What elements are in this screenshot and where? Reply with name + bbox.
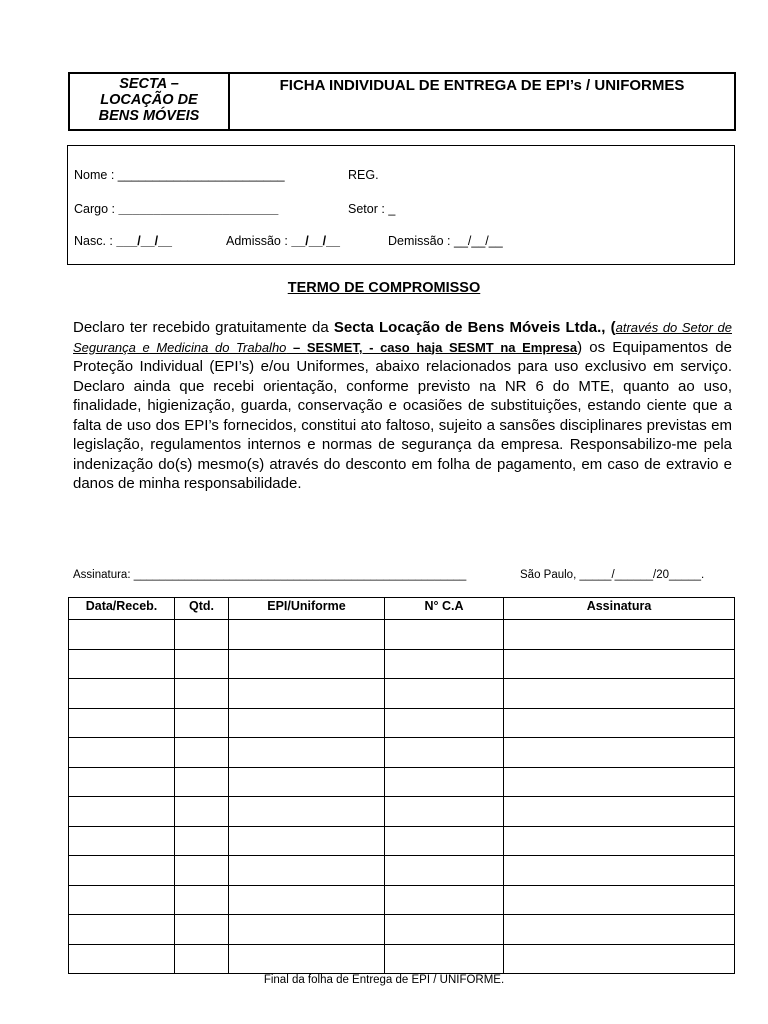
admissao-value[interactable]: __/__/__ (291, 234, 340, 248)
decl-italic-sector: através do Setor de Segurança e Medicina do Trabalho (73, 320, 732, 355)
decl-part-1: Declaro ter recebido gratuitamente da (73, 319, 334, 336)
table-cell[interactable] (504, 826, 735, 856)
table-row (69, 767, 735, 797)
company-line-3: BENS MÓVEIS (98, 108, 200, 124)
table-cell[interactable] (69, 679, 175, 709)
table-cell[interactable] (385, 856, 504, 886)
table-cell[interactable] (69, 915, 175, 945)
table-cell[interactable] (175, 885, 229, 915)
table-cell[interactable] (504, 620, 735, 650)
col-header-data: Data/Receb. (69, 598, 175, 620)
table-cell[interactable] (385, 679, 504, 709)
table-cell[interactable] (69, 797, 175, 827)
nasc-value[interactable]: ___/__/__ (116, 234, 172, 248)
table-header-row (69, 598, 735, 620)
table-row (69, 885, 735, 915)
table-cell[interactable] (175, 649, 229, 679)
decl-dash: – (286, 339, 307, 355)
table-cell[interactable] (504, 856, 735, 886)
table-cell[interactable] (504, 797, 735, 827)
table-cell[interactable] (69, 708, 175, 738)
table-cell[interactable] (504, 885, 735, 915)
demissao-label: Demissão : (388, 234, 451, 248)
table-cell[interactable] (385, 767, 504, 797)
cargo-value[interactable]: _______________________ (118, 202, 279, 216)
signature-date[interactable]: São Paulo, _____/______/20_____. (520, 569, 705, 581)
company-line-1: SECTA – (119, 76, 179, 92)
col-header-qtd: Qtd. (175, 598, 229, 620)
nome-value[interactable]: ________________________ (117, 168, 285, 182)
decl-part-2: , ( (601, 319, 616, 336)
signature-label[interactable]: Assinatura: ____________________________________________________ (73, 569, 467, 581)
admissao-field (226, 234, 340, 248)
table-cell[interactable] (229, 679, 385, 709)
table-cell[interactable] (175, 767, 229, 797)
table-cell[interactable] (69, 856, 175, 886)
company-name (70, 74, 230, 129)
table-cell[interactable] (175, 679, 229, 709)
table-cell[interactable] (175, 856, 229, 886)
table-cell[interactable] (385, 915, 504, 945)
employee-info-box (67, 145, 735, 265)
table-row (69, 738, 735, 768)
table-cell[interactable] (175, 738, 229, 768)
table-cell[interactable] (175, 944, 229, 974)
table-cell[interactable] (504, 738, 735, 768)
nasc-label: Nasc. : (74, 234, 113, 248)
table-row (69, 915, 735, 945)
declaration-text (73, 318, 732, 494)
table-cell[interactable] (385, 944, 504, 974)
table-cell[interactable] (69, 885, 175, 915)
table-cell[interactable] (504, 767, 735, 797)
footer-note: Final da folha de Entrega de EPI / UNIFORME. (263, 974, 505, 986)
table-cell[interactable] (69, 944, 175, 974)
nasc-field (74, 234, 172, 248)
table-row (69, 620, 735, 650)
table-row (69, 649, 735, 679)
table-cell[interactable] (504, 649, 735, 679)
table-cell[interactable] (385, 885, 504, 915)
reg-field (348, 168, 379, 182)
table-cell[interactable] (229, 738, 385, 768)
table-cell[interactable] (175, 826, 229, 856)
nome-field (74, 168, 285, 182)
table-cell[interactable] (229, 708, 385, 738)
reg-label: REG. (348, 168, 379, 182)
decl-company: Secta Locação de Bens Móveis Ltda. (333, 319, 602, 336)
table-cell[interactable] (229, 620, 385, 650)
setor-label: Setor : (348, 202, 385, 216)
table-cell[interactable] (69, 738, 175, 768)
cargo-label: Cargo : (74, 202, 115, 216)
table-cell[interactable] (385, 826, 504, 856)
table-cell[interactable] (229, 944, 385, 974)
table-row (69, 944, 735, 974)
table-cell[interactable] (175, 708, 229, 738)
decl-sesmet: SESMET (306, 339, 359, 355)
table-row (69, 679, 735, 709)
table-cell[interactable] (385, 797, 504, 827)
setor-value[interactable]: _ (388, 202, 396, 216)
demissao-field (388, 234, 503, 248)
demissao-value[interactable]: __/__/__ (454, 234, 503, 248)
table-cell[interactable] (69, 649, 175, 679)
table-cell[interactable] (69, 620, 175, 650)
table-cell[interactable] (69, 767, 175, 797)
term-title: TERMO DE COMPROMISSO (287, 280, 481, 296)
table-cell[interactable] (504, 679, 735, 709)
table-cell[interactable] (385, 620, 504, 650)
table-cell[interactable] (69, 826, 175, 856)
table-cell[interactable] (175, 620, 229, 650)
nome-label: Nome : (74, 168, 115, 182)
table-cell[interactable] (175, 915, 229, 945)
decl-part-4: ) os Equipamentos de Proteção Individual (EPI’s) e/ou Uniformes, abaixo relacionados para uso exclusivo em serviço. Declaro ainda que recebi orientação, conforme previsto na NR 6 do MTE, quanto ao uso, finalidade, higienização, guarda, conservação e ocasiões de substituições, estando ciente que a falta de uso dos EPI’s fornecidos, constitui ato faltoso, sujeito a sansões disciplinares previstas em legislação, regulamentos internos e normas de segurança da empresa. Responsabilizo-me pela indenização do(s) mesmo(s) através do desconto em folha de pagamento, em caso de extravio e danos de minha responsabilidade. (73, 338, 732, 492)
decl-sesmt: caso haja SESMT na Empresa (380, 339, 578, 355)
table-cell[interactable] (229, 649, 385, 679)
form-title: FICHA INDIVIDUAL DE ENTREGA DE EPI’s / UNIFORMES (279, 77, 685, 94)
table-cell[interactable] (229, 797, 385, 827)
company-line-2: LOCAÇÃO DE (100, 92, 198, 108)
table-row (69, 797, 735, 827)
table-cell[interactable] (175, 797, 229, 827)
signature-line (73, 569, 733, 581)
table-cell[interactable] (229, 856, 385, 886)
table-row (69, 856, 735, 886)
table-cell[interactable] (229, 826, 385, 856)
table-row (69, 708, 735, 738)
table-body (69, 620, 735, 974)
col-header-assinatura: Assinatura (504, 598, 735, 620)
form-header (68, 72, 736, 131)
table-cell[interactable] (385, 708, 504, 738)
table-cell[interactable] (385, 649, 504, 679)
table-cell[interactable] (504, 915, 735, 945)
table-row (69, 826, 735, 856)
table-cell[interactable] (385, 738, 504, 768)
table-cell[interactable] (229, 885, 385, 915)
cargo-field (74, 202, 278, 216)
setor-field (348, 202, 395, 216)
delivery-table (68, 597, 735, 974)
col-header-epi: EPI/Uniforme (229, 598, 385, 620)
admissao-label: Admissão : (226, 234, 288, 248)
table-cell[interactable] (229, 915, 385, 945)
table-cell[interactable] (504, 708, 735, 738)
table-cell[interactable] (229, 767, 385, 797)
decl-part-3: , - (358, 339, 381, 355)
col-header-ca: N° C.A (385, 598, 504, 620)
table-cell[interactable] (504, 944, 735, 974)
